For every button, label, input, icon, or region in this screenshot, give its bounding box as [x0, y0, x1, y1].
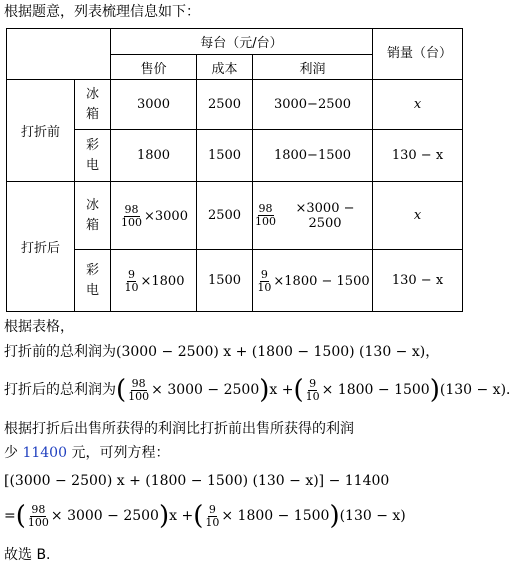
a-fridge-profit: $\frac{98}{100}$ ×3000 − 2500 — [253, 182, 373, 250]
col-cost: 成本 — [197, 55, 253, 80]
by-table-text: 根据表格， — [4, 319, 74, 335]
a-tv-price: $\frac{9}{10}$ ×1800 — [111, 250, 197, 312]
intro-text: 根据题意，列表梳理信息如下： — [4, 4, 200, 20]
header-sales: 销量（台） — [373, 29, 463, 80]
info-table — [6, 28, 463, 312]
a-fridge-cost: 2500 — [197, 182, 253, 250]
group-after: 打折后 — [7, 182, 75, 312]
col-profit: 利润 — [253, 55, 373, 80]
group-before: 打折前 — [7, 80, 75, 182]
b-fridge-sales: x — [373, 80, 463, 130]
answer-text: 故选 B. — [4, 547, 51, 563]
condition-line-1: 根据打折后出售所获得的利润比打折前出售所获得的利润 — [4, 421, 354, 437]
condition-line-2: 少 11400 元，可列方程： — [4, 445, 170, 461]
table-corner — [7, 29, 111, 80]
b-tv-sales: 130 − x — [373, 130, 463, 182]
a-fridge-sales: x — [373, 182, 463, 250]
equation-line-2: = ( $\frac{98}{100}$ × 3000 − 2500 ) x + ( $\frac{9}{10}$ × 1800 − 1500 ) (130 − x) — [4, 501, 406, 531]
b-tv-profit: 1800−1500 — [253, 130, 373, 182]
item-tv-before: 彩电 — [75, 130, 111, 182]
a-tv-sales: 130 − x — [373, 250, 463, 312]
col-price: 售价 — [111, 55, 197, 80]
before-total-line: 打折前的总利润为(3000 − 2500) x + (1800 − 1500) (130 − x)， — [4, 344, 440, 360]
b-tv-price: 1800 — [111, 130, 197, 182]
equation-line-1: [(3000 − 2500) x + (1800 − 1500) (130 − x)] − 11400 — [4, 473, 390, 489]
item-fridge-after: 冰箱 — [75, 182, 111, 250]
b-tv-cost: 1500 — [197, 130, 253, 182]
item-fridge-before: 冰箱 — [75, 80, 111, 130]
frac-98-100: $\frac{98}{100}$ — [121, 203, 142, 229]
a-fridge-price: $\frac{98}{100}$ ×3000 — [111, 182, 197, 250]
a-tv-profit: $\frac{9}{10}$ ×1800 − 1500 — [253, 250, 373, 312]
after-total-line: 打折后的总利润为 ( $\frac{98}{100}$ × 3000 − 2500 ) x + ( $\frac{9}{10}$ × 1800 − 1500 ) (130 − x)． — [4, 375, 520, 405]
header-per-unit: 每台（元/台） — [111, 29, 373, 55]
a-tv-cost: 1500 — [197, 250, 253, 312]
b-fridge-profit: 3000−2500 — [253, 80, 373, 130]
b-fridge-price: 3000 — [111, 80, 197, 130]
item-tv-after: 彩电 — [75, 250, 111, 312]
b-fridge-cost: 2500 — [197, 80, 253, 130]
amount-value: 11400 — [22, 445, 67, 461]
